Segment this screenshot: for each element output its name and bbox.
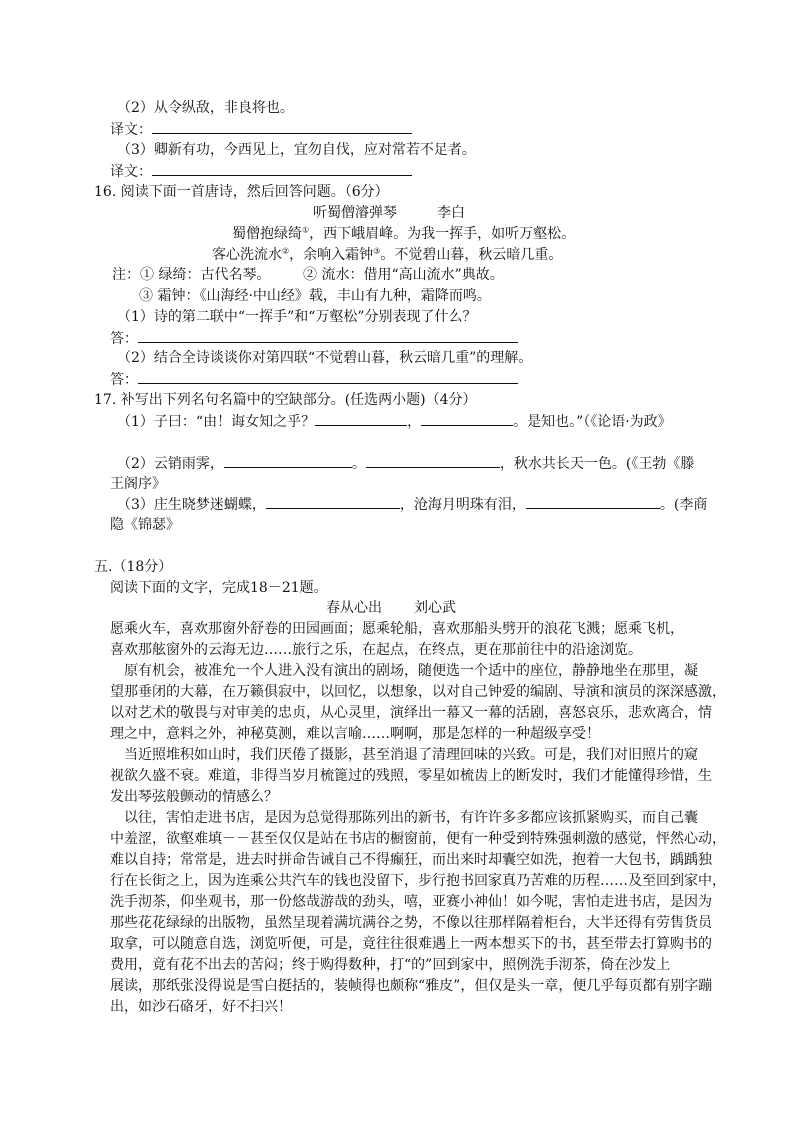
item-text: ，沧海月明珠有泪，: [399, 497, 526, 513]
q17-item-3: [117, 494, 707, 515]
q16-sub-2: （2）结合全诗谈谈你对第四联“不觉碧山暮，秋云暗几重”的理解。: [117, 350, 533, 366]
q17-item-3-cont: 隐《锦瑟》: [110, 517, 180, 533]
article-line: 以往，害怕走进书店，是因为总觉得那陈列出的新书，有许许多多都应该抓紧购买，而自己囊: [124, 810, 698, 826]
answer-blank[interactable]: [315, 411, 407, 426]
translation-label-text: 译文：: [110, 164, 152, 180]
poem-text: 客心洗流水: [212, 247, 282, 263]
item-text: 。(李商: [659, 497, 708, 513]
article-line: 视欲久盛不衰。难道，非得当岁月梳篦过的残照，零星如梳齿上的断发时，我们才能懂得珍惜，生: [110, 768, 712, 784]
poem-text: 。不觉碧山暮，秋云暗几重。: [380, 247, 563, 263]
poem-line-1: [232, 224, 575, 244]
item-text: ，: [407, 414, 422, 430]
article-line: 那些花花绿绿的出版物，虽然呈现着满坑满谷之势，不像以往那样隔着柜台，大半还得有劳售货员: [110, 915, 712, 931]
article-line: 展读，那纸张没得说是雪白挺括的，装帧得也颇称“雅皮”，但仅是头一章，便几乎每页都有别字蹦: [110, 978, 713, 994]
article-line: 行在长街之上，因为连乘公共汽车的钱也没留下，步行抱书回家真乃苦难的历程……及至回到家中，: [110, 873, 726, 889]
answer-label: 答：: [110, 331, 138, 347]
poem-text: 蜀僧抱绿绮: [232, 226, 302, 242]
item-text: 。是知也。”（《论语·为政》: [513, 414, 672, 430]
note-1: 注：① 绿绮：古代名琴。: [112, 267, 271, 283]
q15-sentence-3: （3）卿新有功，今西见上，宜勿自伐，应对常若不足者。: [117, 142, 476, 158]
article-line: 理之中，意料之外，神秘莫测，难以言喻……啊啊，那是怎样的一种超级享受！: [110, 726, 600, 742]
article-line: 难以自持；常常是，进去时拼命告诫自己不得癫狂，而出来时却囊空如洗，抱着一大包书，踽踽独: [110, 852, 712, 868]
article-line: 洗手沏茶，仰坐观书，那一份悠哉游哉的劲头，嘻，亚赛小神仙！如今呢，害怕走进书店，是因为: [110, 894, 712, 910]
translation-label-text: 译文：: [110, 122, 152, 138]
translation-label-2: [110, 161, 412, 182]
q15-sentence-2: （2）从令纵敌，非良将也。: [117, 100, 294, 116]
article-line: 中羞涩，欲壑难填－－甚至仅仅是站在书店的橱窗前，便有一种受到特殊强刺激的感觉，怦然心动，: [110, 831, 726, 847]
footnote-mark: ②: [282, 246, 290, 256]
answer-blank[interactable]: [421, 411, 513, 426]
item-text: （1）子曰：“由！诲女知之乎？: [117, 414, 316, 430]
section-5-intro: 阅读下面的文字，完成18－21题。: [110, 580, 328, 596]
article-line: 愿乘火车，喜欢那窗外舒卷的田园画面；愿乘轮船，喜欢那船头劈开的浪花飞溅；愿乘飞机，: [110, 621, 684, 637]
answer-blank[interactable]: [152, 119, 412, 134]
answer-line-2: [110, 369, 518, 390]
item-text: 。: [351, 456, 366, 472]
answer-line-1: [110, 328, 518, 349]
article-line: 望那垂闭的大幕，在万籁俱寂中，以回忆，以想象，以对自己钟爱的编剧、导演和演员的深深感激，: [110, 684, 726, 700]
answer-blank[interactable]: [366, 453, 500, 468]
q17-item-2-cont: 王阁序》: [110, 476, 166, 492]
item-text: （2）云销雨霁，: [117, 456, 224, 472]
article-line: 费用，竟有花不出去的苦闷；终于购得数种，打“的”回到家中，照例洗手沏茶，倚在沙发上: [110, 957, 671, 973]
article-line: 以对艺术的敬畏与对审美的忠贞，从心灵里，演绎出一幕又一幕的活剧，喜怒哀乐，悲欢离合，情: [110, 705, 712, 721]
article-line: 原有机会，被准允一个人进入没有演出的剧场，随便选一个适中的座位，静静地坐在那里，凝: [124, 663, 698, 679]
answer-blank[interactable]: [138, 328, 518, 343]
q16-stem: 16. 阅读下面一首唐诗，然后回答问题。（6分）: [94, 184, 389, 200]
note-3: ③ 霜钟：《山海经·中山经》载，丰山有九种，霜降而鸣。: [139, 288, 491, 304]
answer-blank[interactable]: [152, 161, 412, 176]
footnote-mark: ③: [373, 246, 381, 256]
article-line: 取拿，可以随意自选，浏览听便，可是，竟往往很难遇上一两本想买下的书，甚至带去打算购书的: [110, 936, 712, 952]
q17-stem: 17. 补写出下列名句名篇中的空缺部分。(任选两小题)（4分）: [94, 392, 477, 408]
article-line: 发出琴弦般颤动的情感么？: [110, 789, 278, 805]
article-line: 喜欢那舷窗外的云海无边……旅行之乐，在起点，在终点，更在那前往中的沿途浏览。: [110, 642, 642, 658]
article-author: 刘心武: [414, 600, 456, 616]
q17-item-2: [117, 453, 694, 474]
answer-label: 答：: [110, 372, 138, 388]
poem-author: 李白: [437, 205, 465, 221]
poem-text: ，余响入霜钟: [289, 247, 374, 263]
translation-label-1: [110, 119, 412, 140]
answer-blank[interactable]: [138, 369, 518, 384]
article-title: 春从心出: [326, 600, 382, 616]
poem-text: ，西下峨眉峰。为我一挥手，如听万壑松。: [309, 226, 576, 242]
item-text: ，秋水共长天一色。(《王勃《滕: [499, 456, 695, 472]
item-text: （3）庄生晓梦迷蝴蝶，: [117, 497, 266, 513]
poem-line-2: [212, 245, 562, 265]
q17-item-1: [117, 411, 672, 432]
section-5-heading: 五.（18分）: [94, 559, 173, 575]
article-line: 当近照堆积如山时，我们厌倦了摄影，甚至消退了清理回味的兴致。可是，我们对旧照片的窥: [124, 747, 698, 763]
note-2: ② 流水：借用“高山流水”典故。: [303, 267, 504, 283]
answer-blank[interactable]: [224, 453, 352, 468]
answer-blank[interactable]: [526, 494, 660, 509]
poem-title: 听蜀僧濬弹琴: [313, 205, 397, 221]
answer-blank[interactable]: [266, 494, 400, 509]
q16-sub-1: （1）诗的第二联中“一挥手”和“万壑松”分别表现了什么？: [117, 309, 477, 325]
footnote-mark: ①: [302, 225, 310, 235]
article-line: 出，如沙石硌牙，好不扫兴！: [110, 999, 292, 1015]
